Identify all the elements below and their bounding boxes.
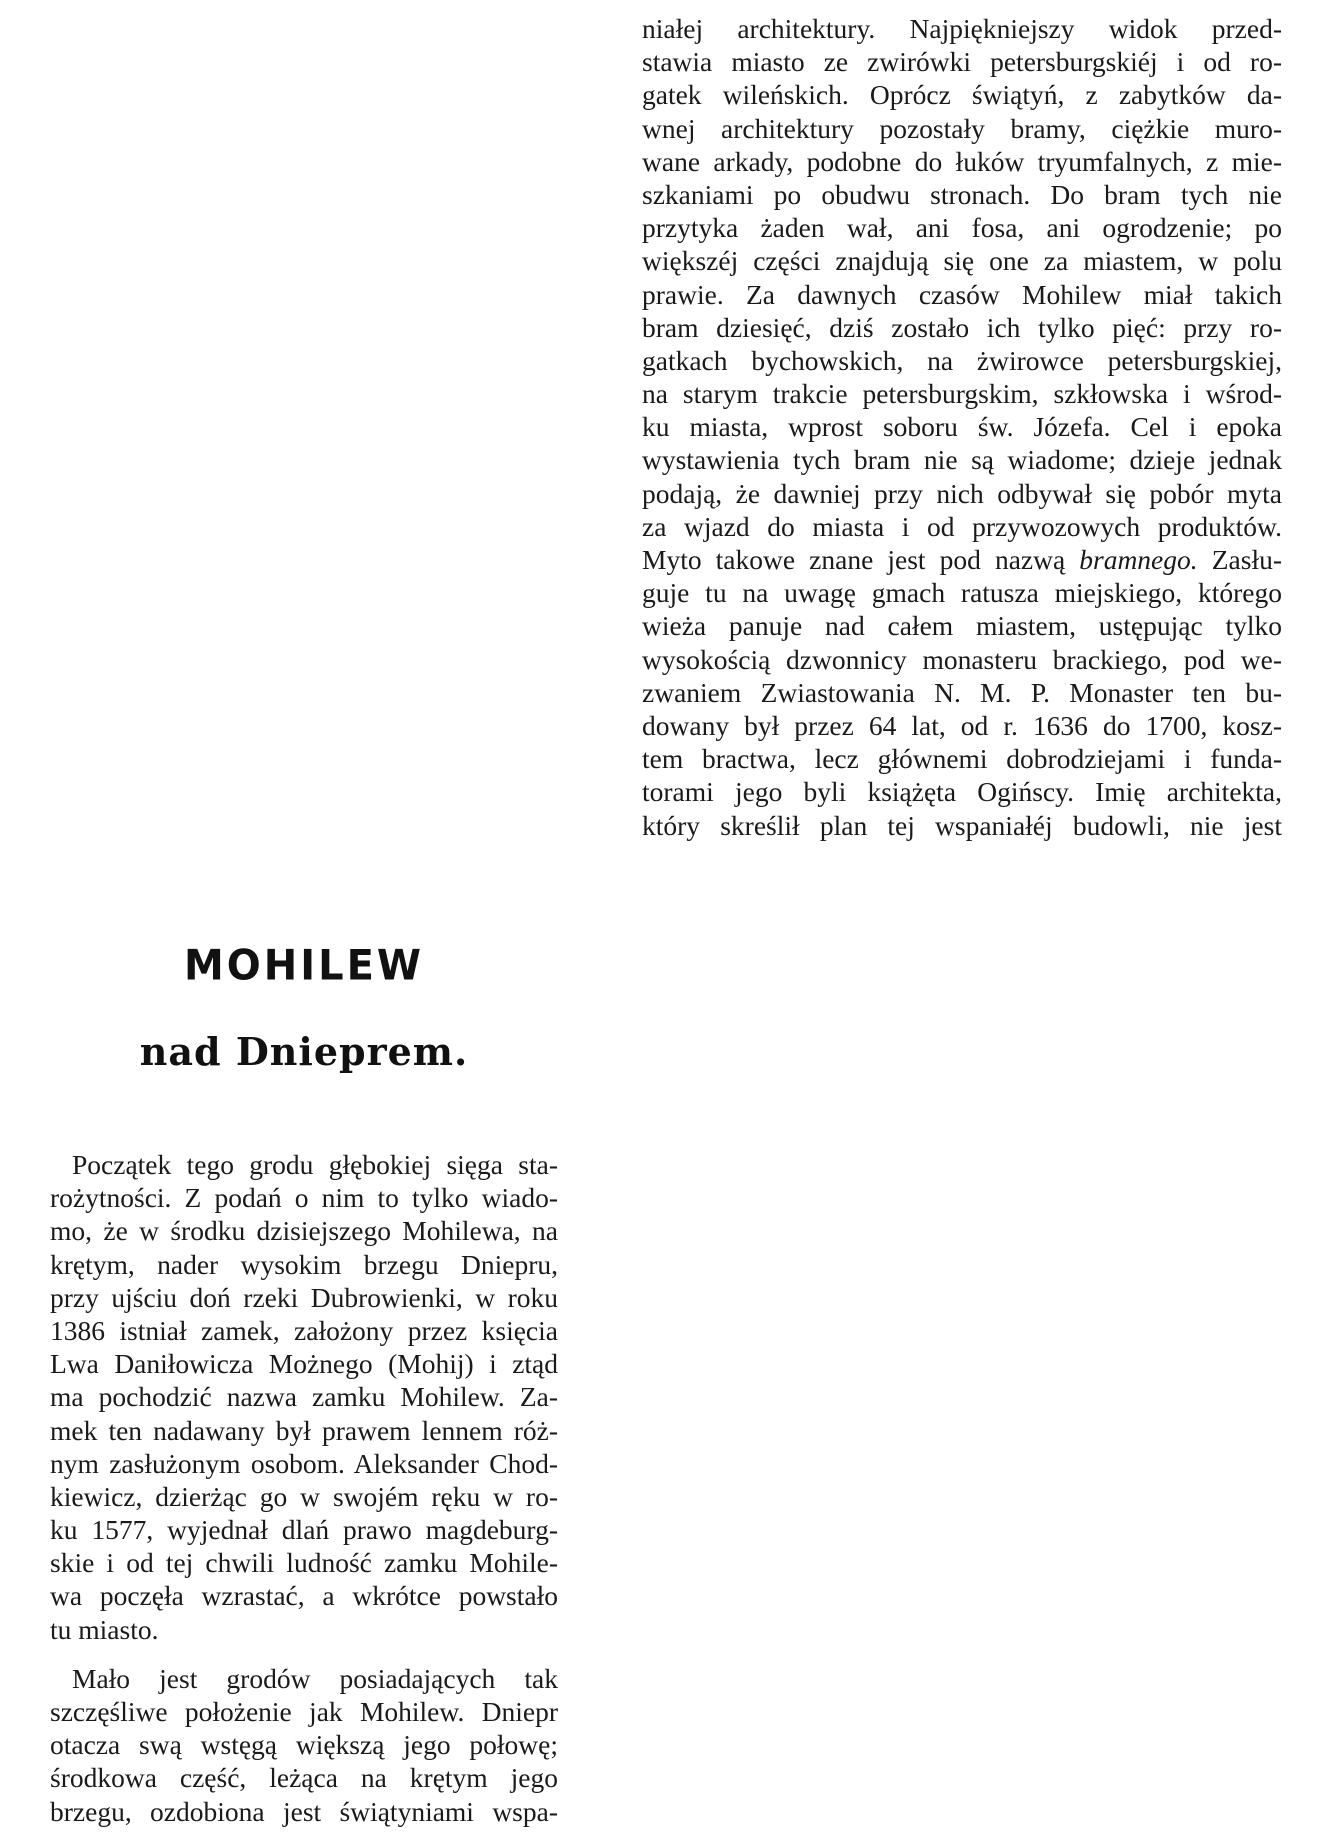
text-line: wieża panuje nad całem miastem, ustępując tylko [642,610,1282,642]
text-line: guje tu na uwagę gmach ratusza miejskiego, którego [642,577,1282,609]
text-line: Początek tego grodu głębokiej sięga sta- [72,1149,558,1180]
article-title-block [50,940,558,1076]
text-line: wnej architektury pozostały bramy, ciężkie muro- [642,112,1282,144]
text-line: prawie. Za dawnych czasów Mohilew miał takich [642,278,1282,310]
text-line: podają, że dawniej przy nich odbywał się pobór myta [642,477,1282,509]
text-line: ma pochodzić nazwa zamku Mohilew. Za- [50,1381,558,1413]
italic-term: bramnego. [1079,544,1198,575]
text-line: rożytności. Z podań o nim to tylko wiado- [50,1182,558,1214]
text-line: szkaniami po obudwu stronach. Do bram tych nie [642,178,1282,210]
text-line-with-italic [642,543,1282,576]
paragraph-break [50,1646,558,1662]
text-line: bram dziesięć, dziś zostało ich tylko pięć: przy ro- [642,311,1282,343]
text-line: skie i od tej chwili ludność zamku Mohile- [50,1547,558,1579]
text-line: gatek wileńskich. Oprócz świątyń, z zabytków da- [642,79,1282,111]
text-line: tu miasto. [50,1613,159,1645]
text-line: ku miasta, wprost soboru św. Józefa. Cel i epoka [642,411,1282,443]
text-line: gatkach bychowskich, na żwirowce petersburgskiej, [642,344,1282,376]
text-line: brzegu, ozdobiona jest świątyniami wspa- [50,1795,558,1827]
article-subtitle: nad Dnieprem. [139,1029,469,1074]
text-line: zwaniem Zwiastowania N. M. P. Monaster ten bu- [642,676,1282,708]
article-title: MOHILEW [183,941,425,991]
text-line: przy ujściu doń rzeki Dubrowienki, w roku [50,1281,558,1313]
text-line: większéj części znajdują się one za miastem, w polu [642,245,1282,277]
text-line: który skreślił plan tej wspaniałéj budowli, nie jest [642,809,1282,841]
text-line: torami jego byli książęta Ogińscy. Imię architekta, [642,776,1282,808]
right-column-text [642,12,1282,842]
text-line: mek ten nadawany był prawem lennem róż- [50,1414,558,1446]
text-line: ku 1577, wyjednał dlań prawo magdeburg- [50,1514,558,1546]
text-line: przytyka żaden wał, ani fosa, ani ogrodzenie; po [642,212,1282,244]
text-line: wysokością dzwonnicy monasteru brackiego, pod we- [642,643,1282,675]
text-line: dowany był przez 64 lat, od r. 1636 do 1700, kosz- [642,709,1282,741]
text-line: środkowa część, leżąca na krętym jego [50,1762,558,1794]
text-line: szczęśliwe położenie jak Mohilew. Dniepr [50,1696,558,1727]
text-segment: Zasłu- [1197,544,1282,575]
text-line: tem bractwa, lecz głównemi dobrodziejami i funda- [642,743,1282,775]
text-line: wane arkady, podobne do łuków tryumfalnych, z mie- [642,145,1282,177]
text-line: Lwa Daniłowicza Możnego (Mohij) i ztąd [50,1348,558,1380]
text-line: wa poczęła wzrastać, a wkrótce powstało [50,1580,558,1612]
text-line: stawia miasto ze zwirówki petersburgskiéj i od ro- [642,46,1282,78]
text-line: na starym trakcie petersburgskim, szkłowska i wśrod- [642,378,1282,410]
text-line: za wjazd do miasta i od przywozowych produktów. [642,510,1282,542]
text-line: 1386 istniał zamek, założony przez księcia [50,1314,558,1346]
text-line: mo, że w środku dzisiejszego Mohilewa, na [50,1215,558,1247]
text-segment: Myto takowe znane jest pod nazwą [642,544,1080,575]
text-line: kiewicz, dzierżąc go w swojém ręku w ro- [50,1480,558,1512]
text-line: niałej architektury. Najpiękniejszy widok przed- [642,13,1282,44]
text-line: otacza swą wstęgą większą jego połowę; [50,1729,558,1761]
text-line: nym zasłużonym osobom. Aleksander Chod- [50,1447,558,1479]
text-line: Mało jest grodów posiadających tak [72,1662,558,1694]
text-line: krętym, nader wysokim brzegu Dniepru, [50,1248,558,1280]
left-column-text [50,1148,558,1828]
text-line: wystawienia tych bram nie są wiadome; dzieje jednak [642,444,1282,476]
